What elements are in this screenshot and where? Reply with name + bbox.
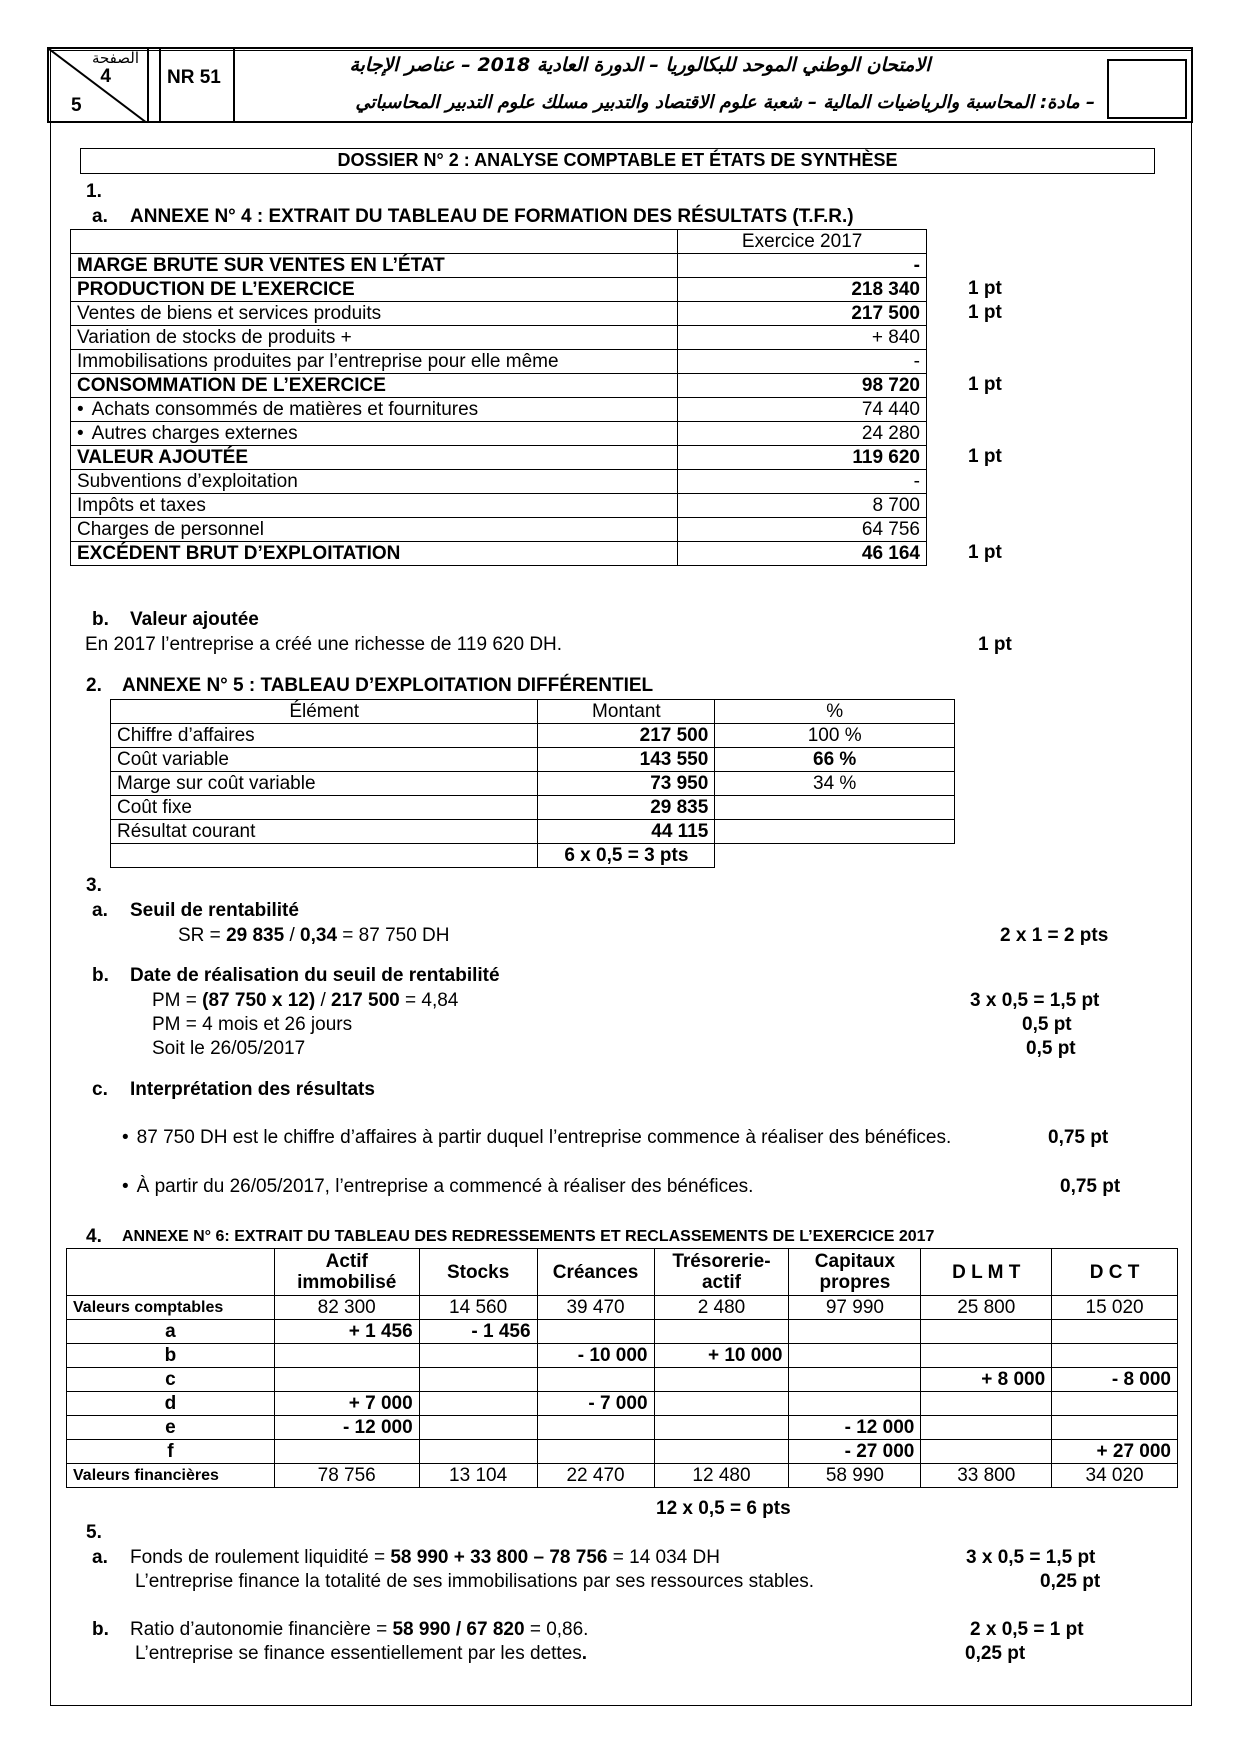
q3a-label: a.: [92, 900, 108, 921]
q1a-label: a.: [92, 206, 108, 227]
exam-code: NR 51: [167, 67, 221, 88]
redressement-row: [67, 1368, 1178, 1392]
redressement-row: [67, 1464, 1178, 1488]
q3b-line3: Soit le 26/05/2017: [152, 1038, 306, 1059]
tfr-row-value: 24 280: [678, 422, 927, 446]
redressement-cell: 39 470: [537, 1296, 654, 1320]
diff-row-label: Coût fixe: [111, 796, 538, 820]
diff-row-montant: 73 950: [538, 772, 715, 796]
diff-header-montant: Montant: [538, 700, 715, 724]
q1b-label: b.: [92, 609, 109, 630]
q5b-line2-points: 0,25 pt: [965, 1643, 1026, 1664]
q2-number: 2.: [86, 675, 102, 696]
redressement-cell: [789, 1344, 921, 1368]
redressement-cell: [537, 1368, 654, 1392]
tfr-table: [70, 229, 927, 566]
redressement-cell: [921, 1392, 1052, 1416]
diff-row: [111, 772, 955, 796]
diff-row-montant: 29 835: [538, 796, 715, 820]
redressement-table: [66, 1248, 1178, 1488]
redressement-row: [67, 1416, 1178, 1440]
q3b-line1: PM = (87 750 x 12) / 217 500 = 4,84: [152, 990, 459, 1011]
tfr-row-label: MARGE BRUTE SUR VENTES EN L’ÉTAT: [71, 254, 678, 278]
redressement-cell: [921, 1320, 1052, 1344]
q1a-title: ANNEXE N° 4 : EXTRAIT DU TABLEAU DE FORMATION DES RÉSULTATS (T.F.R.): [130, 206, 854, 227]
redressement-cell: [537, 1416, 654, 1440]
redressement-cell: 13 104: [419, 1464, 537, 1488]
redressement-cell: [1052, 1344, 1178, 1368]
tfr-row: [71, 350, 927, 374]
tfr-row-points: 1 pt: [968, 278, 1002, 299]
tfr-col-header: Exercice 2017: [678, 230, 927, 254]
q5b-formula: Ratio d’autonomie financière = 58 990 / 67 820 = 0,86.: [130, 1619, 589, 1640]
redressement-cell: [537, 1320, 654, 1344]
q3a-points: 2 x 1 = 2 pts: [1000, 925, 1109, 946]
redressement-cell: [419, 1392, 537, 1416]
diff-row-montant: 44 115: [538, 820, 715, 844]
tfr-row-value: -: [678, 254, 927, 278]
q3b-line3-points: 0,5 pt: [1026, 1038, 1076, 1059]
redressement-header: Capitaux propres: [789, 1249, 921, 1296]
redressement-header: Stocks: [419, 1249, 537, 1296]
redressement-header: D L M T: [921, 1249, 1052, 1296]
redressement-cell: - 10 000: [537, 1344, 654, 1368]
page-total: 5: [71, 95, 82, 116]
redressement-header: [67, 1249, 275, 1296]
tfr-row-points: 1 pt: [968, 446, 1002, 467]
q3a-formula: SR = 29 835 / 0,34 = 87 750 DH: [178, 925, 450, 946]
redressement-cell: + 8 000: [921, 1368, 1052, 1392]
tfr-row: [71, 326, 927, 350]
redressement-cell: [537, 1440, 654, 1464]
redressement-cell: [921, 1344, 1052, 1368]
q5b-label: b.: [92, 1619, 109, 1640]
redressement-cell: 78 756: [274, 1464, 419, 1488]
q5a-points: 3 x 0,5 = 1,5 pt: [966, 1547, 1096, 1568]
q3c-title: Interprétation des résultats: [130, 1079, 375, 1100]
redressement-cell: [419, 1416, 537, 1440]
diff-row-montant: 217 500: [538, 724, 715, 748]
header-line-1: الامتحان الوطني الموحد للبكالوريا – الدورة العادية 2018 – عناصر الإجابة: [349, 54, 931, 76]
redressement-cell: 25 800: [921, 1296, 1052, 1320]
tfr-row: [71, 470, 927, 494]
redressement-cell: 2 480: [654, 1296, 789, 1320]
diff-row-label: Chiffre d’affaires: [111, 724, 538, 748]
q3b-line2-points: 0,5 pt: [1022, 1014, 1072, 1035]
diff-row-pct: [715, 820, 955, 844]
tfr-row-label: CONSOMMATION DE L’EXERCICE: [71, 374, 678, 398]
redressement-cell: [789, 1368, 921, 1392]
q3-number: 3.: [86, 875, 102, 896]
redressement-cell: [274, 1440, 419, 1464]
redressement-cell: 15 020: [1052, 1296, 1178, 1320]
redressement-header: Trésorerie-actif: [654, 1249, 789, 1296]
tfr-row-value: -: [678, 470, 927, 494]
redressement-cell: [1052, 1392, 1178, 1416]
tfr-row-value: 218 340: [678, 278, 927, 302]
diff-row: [111, 796, 955, 820]
redressement-cell: - 27 000: [789, 1440, 921, 1464]
redressement-cell: [419, 1344, 537, 1368]
redressement-cell: [789, 1392, 921, 1416]
redressement-cell: - 12 000: [274, 1416, 419, 1440]
dossier-title: DOSSIER N° 2 : ANALYSE COMPTABLE ET ÉTATS DE SYNTHÈSE: [80, 148, 1155, 174]
q1b-points: 1 pt: [978, 634, 1012, 655]
q3c-bullet-1: • 87 750 DH est le chiffre d’affaires à partir duquel l’entreprise commence à réaliser des bénéfices.: [122, 1127, 951, 1149]
redressement-cell: - 7 000: [537, 1392, 654, 1416]
diff-row: [111, 724, 955, 748]
redressement-cell: [789, 1320, 921, 1344]
tfr-row: [71, 302, 927, 326]
redressement-row-label: f: [67, 1440, 275, 1464]
q3b-label: b.: [92, 965, 109, 986]
diff-header-pct: %: [715, 700, 955, 724]
diff-row-montant: 143 550: [538, 748, 715, 772]
header-line-2: – مادة: المحاسبة والرياضيات المالية – شعبة علوم الاقتصاد والتدبير مسلك علوم التدبير المحاسباتي: [355, 92, 1095, 113]
redressement-cell: + 1 456: [274, 1320, 419, 1344]
tfr-row-value: 74 440: [678, 398, 927, 422]
tfr-row-label: PRODUCTION DE L’EXERCICE: [71, 278, 678, 302]
q5-number: 5.: [86, 1522, 102, 1543]
redressement-row: [67, 1440, 1178, 1464]
q5b-points: 2 x 0,5 = 1 pt: [970, 1619, 1084, 1640]
redressement-cell: [419, 1440, 537, 1464]
tfr-row: [71, 278, 927, 302]
q1b-text: En 2017 l’entreprise a créé une richesse de 119 620 DH.: [85, 634, 563, 655]
diff-row: [111, 748, 955, 772]
tfr-row: [71, 422, 927, 446]
differential-table: [110, 699, 955, 868]
redressement-cell: 58 990: [789, 1464, 921, 1488]
q5a-line2: L’entreprise finance la totalité de ses immobilisations par ses ressources stables.: [135, 1571, 815, 1592]
corner-box: [1107, 59, 1187, 119]
redressement-header-row: [67, 1249, 1178, 1296]
q5a-line2-points: 0,25 pt: [1040, 1571, 1101, 1592]
redressement-row: [67, 1344, 1178, 1368]
tfr-row-value: 8 700: [678, 494, 927, 518]
q5a-formula: Fonds de roulement liquidité = 58 990 + 33 800 – 78 756 = 14 034 DH: [130, 1547, 720, 1568]
redressement-cell: + 7 000: [274, 1392, 419, 1416]
tfr-row-value: 217 500: [678, 302, 927, 326]
redressement-cell: 33 800: [921, 1464, 1052, 1488]
redressement-cell: [654, 1440, 789, 1464]
redressement-cell: 34 020: [1052, 1464, 1178, 1488]
diff-total: 6 x 0,5 = 3 pts: [538, 844, 715, 868]
tfr-row-points: 1 pt: [968, 374, 1002, 395]
redressement-row: [67, 1296, 1178, 1320]
redressement-cell: 22 470: [537, 1464, 654, 1488]
redressement-cell: [1052, 1320, 1178, 1344]
redressement-cell: 97 990: [789, 1296, 921, 1320]
redressement-row-label: Valeurs comptables: [67, 1296, 275, 1320]
redressement-cell: + 10 000: [654, 1344, 789, 1368]
redressement-row-label: c: [67, 1368, 275, 1392]
redressement-cell: [274, 1344, 419, 1368]
diff-row-label: Marge sur coût variable: [111, 772, 538, 796]
redressement-cell: [654, 1320, 789, 1344]
redressement-cell: 12 480: [654, 1464, 789, 1488]
code-box: [159, 47, 235, 123]
tfr-row-points: 1 pt: [968, 302, 1002, 323]
redressement-row-label: e: [67, 1416, 275, 1440]
tfr-row-label: Immobilisations produites par l’entreprise pour elle même: [71, 350, 678, 374]
q3c-label: c.: [92, 1079, 108, 1100]
redressement-cell: [654, 1392, 789, 1416]
q1b-title: Valeur ajoutée: [130, 609, 259, 630]
tfr-row: [71, 518, 927, 542]
q5a-label: a.: [92, 1547, 108, 1568]
diff-row-pct: 100 %: [715, 724, 955, 748]
tfr-row: [71, 494, 927, 518]
q4-title: ANNEXE N° 6: EXTRAIT DU TABLEAU DES REDRESSEMENTS ET RECLASSEMENTS DE L’EXERCICE 2017: [122, 1228, 935, 1245]
tfr-row-value: 119 620: [678, 446, 927, 470]
redressement-cell: [419, 1368, 537, 1392]
tfr-row-label: Variation de stocks de produits +: [71, 326, 678, 350]
q5b-line2: L’entreprise se finance essentiellement par les dettes.: [135, 1643, 588, 1664]
tfr-row-label: • Autres charges externes: [71, 422, 678, 446]
redressement-cell: + 27 000: [1052, 1440, 1178, 1464]
redressement-cell: [274, 1368, 419, 1392]
tfr-row-value: + 840: [678, 326, 927, 350]
q3a-title: Seuil de rentabilité: [130, 900, 299, 921]
redressement-cell: [654, 1416, 789, 1440]
redressement-cell: 14 560: [419, 1296, 537, 1320]
tfr-row-value: 46 164: [678, 542, 927, 566]
tfr-row-label: VALEUR AJOUTÉE: [71, 446, 678, 470]
redressement-cell: [654, 1368, 789, 1392]
tfr-row-label: • Achats consommés de matières et fournitures: [71, 398, 678, 422]
page-number: 4: [100, 66, 111, 87]
q3b-line2: PM = 4 mois et 26 jours: [152, 1014, 353, 1035]
tfr-row-label: Impôts et taxes: [71, 494, 678, 518]
q4-total: 12 x 0,5 = 6 pts: [656, 1498, 791, 1519]
diff-row-pct: [715, 796, 955, 820]
tfr-row: [71, 446, 927, 470]
redressement-row-label: b: [67, 1344, 275, 1368]
tfr-row-label: Charges de personnel: [71, 518, 678, 542]
redressement-cell: - 12 000: [789, 1416, 921, 1440]
tfr-row: [71, 542, 927, 566]
tfr-row: [71, 374, 927, 398]
tfr-row-label: EXCÉDENT BRUT D’EXPLOITATION: [71, 542, 678, 566]
tfr-row-points: 1 pt: [968, 542, 1002, 563]
tfr-row-label: Ventes de biens et services produits: [71, 302, 678, 326]
q3b-line1-points: 3 x 0,5 = 1,5 pt: [970, 990, 1100, 1011]
diff-row-label: Coût variable: [111, 748, 538, 772]
tfr-row: [71, 398, 927, 422]
redressement-header: Créances: [537, 1249, 654, 1296]
redressement-cell: 82 300: [274, 1296, 419, 1320]
redressement-cell: [921, 1440, 1052, 1464]
bullet-icon: [77, 399, 92, 420]
bullet-icon: [77, 423, 92, 444]
q3b-title: Date de réalisation du seuil de rentabilité: [130, 965, 500, 986]
redressement-row: [67, 1392, 1178, 1416]
tfr-row-value: 98 720: [678, 374, 927, 398]
tfr-row: [71, 254, 927, 278]
tfr-row-value: 64 756: [678, 518, 927, 542]
diff-row-pct: 66 %: [715, 748, 955, 772]
redressement-cell: [1052, 1416, 1178, 1440]
q3c-bullet-2-points: 0,75 pt: [1060, 1176, 1121, 1197]
redressement-header: Actif immobilisé: [274, 1249, 419, 1296]
page-number-box: [47, 47, 149, 123]
q2-title: ANNEXE N° 5 : TABLEAU D’EXPLOITATION DIFFÉRENTIEL: [122, 675, 654, 696]
tfr-row-label: Subventions d’exploitation: [71, 470, 678, 494]
redressement-row-label: d: [67, 1392, 275, 1416]
redressement-cell: - 8 000: [1052, 1368, 1178, 1392]
redressement-cell: - 1 456: [419, 1320, 537, 1344]
redressement-cell: [921, 1416, 1052, 1440]
tfr-row-value: -: [678, 350, 927, 374]
diff-row: [111, 820, 955, 844]
redressement-row-label: a: [67, 1320, 275, 1344]
redressement-row-label: Valeurs financières: [67, 1464, 275, 1488]
diff-row-label: Résultat courant: [111, 820, 538, 844]
diff-header-element: Élément: [111, 700, 538, 724]
q1-number: 1.: [86, 181, 102, 202]
redressement-header: D C T: [1052, 1249, 1178, 1296]
q3c-bullet-1-points: 0,75 pt: [1048, 1127, 1109, 1148]
q4-number: 4.: [86, 1226, 102, 1247]
page-label: الصفحة: [91, 49, 139, 67]
redressement-row: [67, 1320, 1178, 1344]
diff-row-pct: 34 %: [715, 772, 955, 796]
q3c-bullet-2: • À partir du 26/05/2017, l’entreprise a commencé à réaliser des bénéfices.: [122, 1176, 753, 1198]
